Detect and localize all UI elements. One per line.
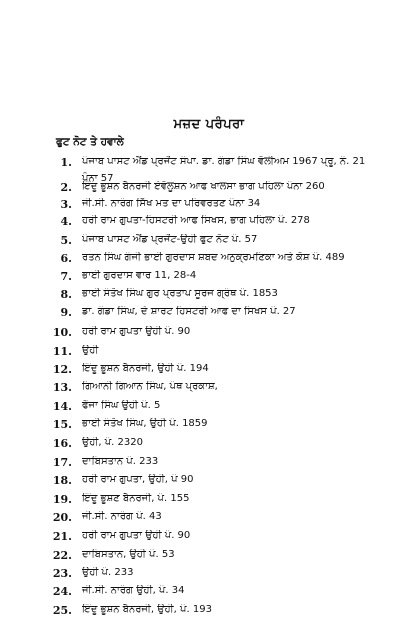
footnote-number: 10. xyxy=(52,326,72,339)
footnote-number: 20. xyxy=(52,511,72,524)
footnote-number: 14. xyxy=(52,400,72,413)
footnote-number: 18. xyxy=(52,474,72,487)
footnote-item xyxy=(0,474,418,492)
footnote-text: ਡਾ. ਗੰਡਾ ਸਿੰਘ, ਦੇ ਸ਼ਾਰਟ ਹਿਸਟਰੀ ਆਫ ਦਾ ਸਿਖਸ ਪੰ. 27 xyxy=(82,306,296,317)
footnote-number: 23. xyxy=(52,567,72,580)
footnote-continuation: ਪੰਨਾ 57 xyxy=(82,173,114,184)
footnote-text: ਪੰਜਾਬ ਪਾਸਟ ਐਂਡ ਪ੍ਰਜੇਂਟ-ਉਹੀ ਫੁਟ ਨੋਟ ਪੰ. 57 xyxy=(82,234,258,245)
footnote-text: ਇੰਦੂ ਭੂਸ਼ਨ ਬੈਨਰਜੀ, ਉਹੀ, ਪੰ. 193 xyxy=(82,604,212,615)
footnote-number: 13. xyxy=(52,381,72,394)
footnote-text: ਭਾਈ ਸੰਤੋਖ ਸਿੰਘ ਗੁਰ ਪ੍ਰਤਾਪ ਸੂਰਜ ਗ੍ਰੰਥ ਪੰ. 1853 xyxy=(82,288,278,299)
footnote-item xyxy=(0,181,418,199)
footnote-text: ਇੰਦੂ ਭੂਸ਼ਨ ਬੈਨਰਜੀ, ਉਹੀ ਪੰ. 194 xyxy=(82,363,209,374)
footnote-item xyxy=(0,549,418,567)
footnote-item xyxy=(0,585,418,603)
page-title: ਮਜ਼ਦ ਪਰੰਪਰਾ xyxy=(173,117,245,132)
footnote-text: ਜੀ.ਸੀ. ਨਾਰੰਗ ਪੰ. 43 xyxy=(82,511,162,522)
footnote-number: 2. xyxy=(60,181,72,194)
footnote-number: 11. xyxy=(52,345,72,358)
footnote-number: 19. xyxy=(52,493,72,506)
footnote-text: ਦਾਬਿਸਤਾਨ, ਉਹੀ ਪੰ. 53 xyxy=(82,549,175,560)
footnote-text: ਹਰੀ ਰਾਮ ਗੁਪਤਾ ਉਹੀ ਪੰ. 90 xyxy=(82,530,191,541)
footnote-number: 3. xyxy=(60,198,72,211)
footnote-number: 24. xyxy=(52,585,72,598)
footnote-item xyxy=(0,493,418,511)
footnote-item xyxy=(0,345,418,363)
footnote-text: ਉਹੀ, ਪੰ. 2320 xyxy=(82,437,143,448)
footnote-text: ਪੰਜਾਬ ਪਾਸਟ ਐਂਡ ਪ੍ਰਜੇਂਟ ਸੰਪਾ. ਡਾ. ਗੰਡਾ ਸਿੰਘ ਵੋਲੀਅਮ 1967 ਪ੍ਰੂ, ਨੰ. 21 xyxy=(82,156,366,167)
footnote-item xyxy=(0,270,418,288)
footnote-item xyxy=(0,215,418,233)
section-subheading: ਫੁਟ ਨੋਟ ਤੇ ਹਵਾਲੇ xyxy=(56,136,124,148)
footnote-number: 16. xyxy=(52,437,72,450)
footnote-item xyxy=(0,604,418,622)
footnote-number: 21. xyxy=(52,530,72,543)
footnote-text: ਉਹੀ xyxy=(82,345,99,356)
footnote-text: ਜੀ.ਸੀ. ਨਾਰੰਗ ਸਿੱਖ ਮਤ ਦਾ ਪਰਿਵਰਤਣ ਪੰਨਾ 34 xyxy=(82,198,261,209)
footnote-number: 8. xyxy=(60,288,72,301)
footnote-number: 7. xyxy=(60,270,72,283)
footnote-text: ਹਰੀ ਰਾਮ ਗੁਪਤਾ ਉਹੀ ਪੰ. 90 xyxy=(82,326,191,337)
footnote-number: 15. xyxy=(52,418,72,431)
footnote-item xyxy=(0,456,418,474)
footnote-text: ਦਾਬਿਸਤਾਨ ਪੰ. 233 xyxy=(82,456,159,467)
footnote-item xyxy=(0,381,418,399)
footnote-text: ਭਾਈ ਸੰਤੋਖ ਸਿੰਘ, ਉਹੀ ਪੰ. 1859 xyxy=(82,418,208,429)
footnote-number: 12. xyxy=(52,363,72,376)
footnote-number: 6. xyxy=(60,252,72,265)
footnote-item xyxy=(0,234,418,252)
footnote-item xyxy=(0,530,418,548)
footnote-item xyxy=(0,288,418,306)
footnote-item xyxy=(0,198,418,216)
footnote-text: ਜੀ.ਸੀ. ਨਾਰੰਗ ਉਹੀ, ਪੰ. 34 xyxy=(82,585,185,596)
footnote-text: ਇੰਦੂ ਭੂਸ਼ਨ ਬੈਨਰਜੀ ਏਵੋਲੂਸ਼ਨ ਆਫ ਖਾਲਸਾ ਭਾਗ ਪਹਿਲਾ ਪੰਨਾ 260 xyxy=(82,181,325,192)
footnote-text: ਫੌਜਾ ਸਿੰਘ ਉਹੀ ਪੰ. 5 xyxy=(82,400,161,411)
footnote-text: ਭਾਈ ਗੁਰਦਾਸ ਵਾਰ 11, 28-4 xyxy=(82,270,197,281)
footnote-item xyxy=(0,252,418,270)
footnote-item xyxy=(0,418,418,436)
footnote-number: 4. xyxy=(60,215,72,228)
footnote-item xyxy=(0,400,418,418)
footnote-number: 9. xyxy=(60,306,72,319)
footnote-number: 22. xyxy=(52,549,72,562)
footnote-text: ਇੰਦੂ ਭੂਸ਼ਣ ਬੈਨਰਜੀ, ਪੰ. 155 xyxy=(82,493,190,504)
footnote-number: 5. xyxy=(60,234,72,247)
footnote-item xyxy=(0,567,418,585)
footnote-item xyxy=(0,363,418,381)
footnote-text: ਉਹੀ ਪੰ. 233 xyxy=(82,567,134,578)
footnote-text: ਰਤਨ ਸਿੰਘ ਗੰਜੀ ਭਾਈ ਗੁਰਦਾਸ ਸ਼ਬਦ ਅਨੁਕ੍ਰਮਣਿਕਾ ਅਤੇ ਕੋਸ਼ ਪੰ. 489 xyxy=(82,252,345,263)
footnote-item xyxy=(0,437,418,455)
footnote-item xyxy=(0,511,418,529)
footnote-item xyxy=(0,326,418,344)
footnote-text: ਹਰੀ ਰਾਮ ਗੁਪਤਾ-ਹਿਸਟਰੀ ਆਫ ਸਿਖਸ, ਭਾਗ ਪਹਿਲਾ ਪੰ. 278 xyxy=(82,215,310,226)
footnote-item xyxy=(0,306,418,324)
footnote-number: 1. xyxy=(60,156,72,169)
footnote-text: ਹਰੀ ਰਾਮ ਗੁਪਤਾ, ਉਹੀ, ਪੰ 90 xyxy=(82,474,194,485)
footnote-item xyxy=(0,156,418,184)
footnote-text: ਗਿਆਨੀ ਗਿਆਨ ਸਿੰਘ, ਪੰਥ ਪ੍ਰਕਾਸ਼, xyxy=(82,381,218,392)
footnote-number: 25. xyxy=(52,604,72,617)
footnote-number: 17. xyxy=(52,456,72,469)
